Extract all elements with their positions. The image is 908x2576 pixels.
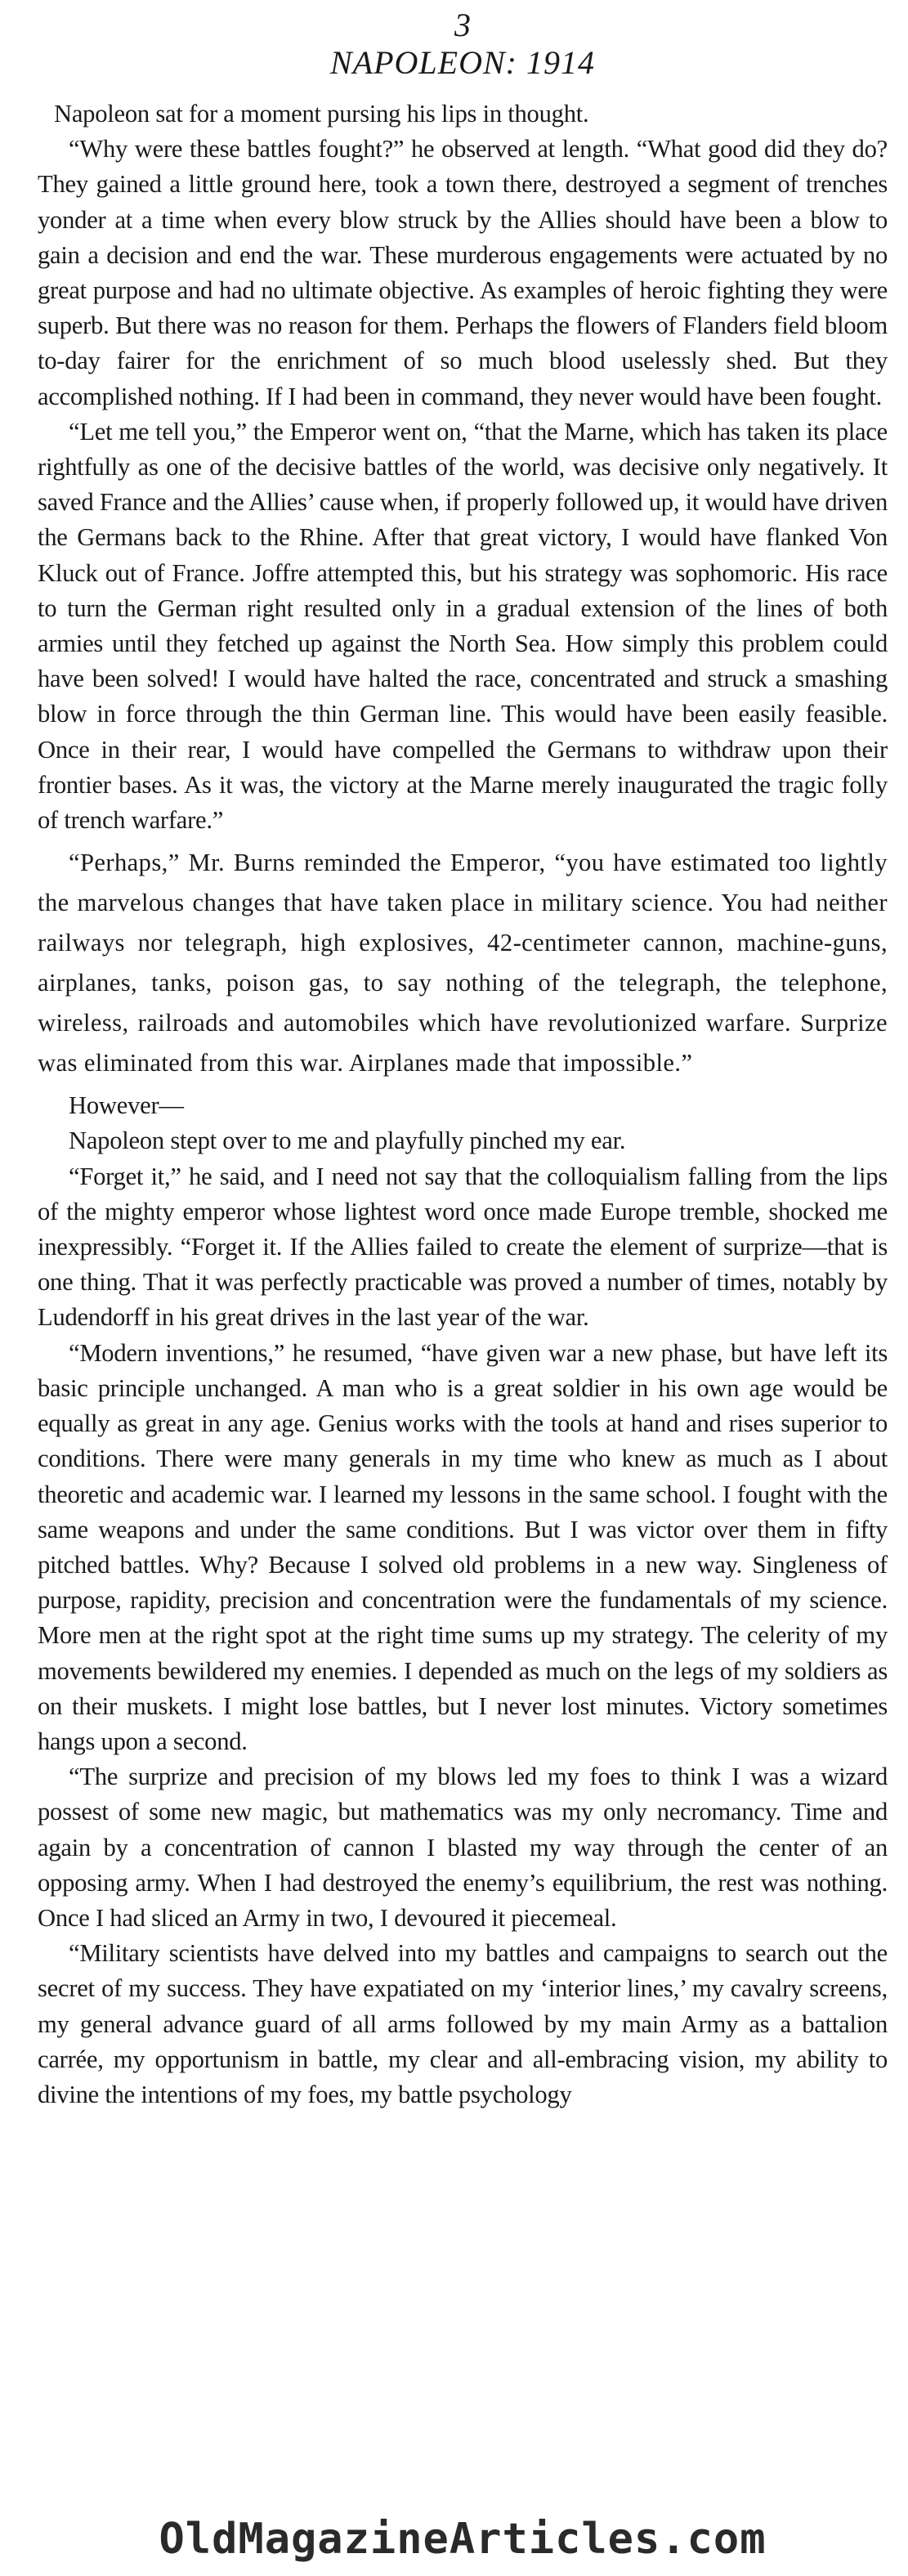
paragraph: Napoleon stept over to me and playfully pinched my ear.: [69, 1127, 626, 1155]
article-page: [38, 0, 888, 2576]
paragraph: “The surprize and precision of my blows led my foes to think I was a wizard possest of some new magic, but mathematics was my only necromancy. Time and again by a concentration of cannon I blasted my way through the center of an opposing army. When I had destroyed the enemy’s equilibrium, the rest was nothing. Once I had sliced an Army in two, I devoured it piecemeal.: [38, 1763, 888, 1932]
paragraph: “Military scientists have delved into my battles and campaigns to search out the secret of my success. They have expatiated on my ‘interior lines,’ my cavalry screens, my general advance guard of all arms followed by my main Army as a battalion carrée, my opportunism in battle, my clear and all-embracing vision, my ability to divine the intentions of my foes, my battle psychology: [38, 1939, 888, 2108]
paragraph: However—: [69, 1091, 184, 1120]
paragraph: “Why were these battles fought?” he observed at length. “What good did they do? They gained a little ground here, took a town there, destroyed a segment of trenches yonder at a time when every blow struck by the Allies should have been a blow to gain a decision and end the war. These murderous engagements were actuated by no great purpose and had no ultimate objective. As examples of heroic fighting they were superb. But there was no reason for them. Perhaps the flowers of Flanders field bloom to-day fairer for the enrichment of so much blood uselessly shed. But they accomplished nothing. If I had been in command, they never would have been fought.: [38, 135, 888, 410]
article-title: NAPOLEON: 1914: [330, 44, 595, 81]
paragraph: “Modern inventions,” he resumed, “have given war a new phase, but have left its basic principle unchanged. A man who is a great soldier in his own age would be equally as great in any age. Genius works with the tools at hand and rises superior to conditions. There were many generals in my time who knew as much as I about theoretic and academic war. I learned my lessons in the same school. I fought with the same weapons and under the same conditions. But I was victor over them in fifty pitched battles. Why? Because I solved old problems in a new way. Singleness of purpose, rapidity, precision and concentration were the fundamentals of my science. More men at the right spot at the right time sums up my strategy. The celerity of my movements bewildered my enemies. I depended as much on the legs of my soldiers as on their muskets. I might lose battles, but I never lost minutes. Victory sometimes hangs upon a second.: [38, 1338, 888, 1755]
paragraph: “Perhaps,” Mr. Burns reminded the Emperor, “you have estimated too lightly the marvelous changes that have taken place in military science. You had neither railways nor telegraph, high explosives, 42-centimeter cannon, machine-guns, airplanes, tanks, poison gas, to say nothing of the telegraph, the telephone, wireless, railroads and automobiles which have revolutionized warfare. Surprize was eliminated from this war. Airplanes made that impossible.”: [38, 849, 888, 1077]
paragraph: Napoleon sat for a moment pursing his lips in thought.: [54, 100, 589, 128]
article-body: [38, 96, 888, 2112]
page-number: 3: [454, 7, 471, 43]
paragraph: “Let me tell you,” the Emperor went on, “that the Marne, which has taken its place rightfully as one of the decisive battles of the world, was decisive only negatively. It saved France and the Allies’ cause when, if properly followed up, it would have driven the Germans back to the Rhine. After that great victory, I would have flanked Von Kluck out of France. Joffre attempted this, but his strategy was sophomoric. His race to turn the German right resulted only in a gradual extension of the lines of both armies until they fetched up against the North Sea. How simply this problem could have been solved! I would have halted the race, concentrated and struck a smashing blow in force through the thin German line. This would have been easily feasible. Once in their rear, I would have compelled the Germans to withdraw upon their frontier bases. As it was, the victory at the Marne merely inaugurated the tragic folly of trench warfare.”: [38, 417, 888, 835]
site-watermark: OldMagazineArticles.com: [159, 2515, 767, 2564]
paragraph: “Forget it,” he said, and I need not say that the colloquialism falling from the lips of the mighty emperor whose lightest word once made Europe tremble, shocked me inexpressibly. “Forget it. If the Allies failed to create the element of surprize—that is one thing. That it was perfectly practicable was proved a number of times, notably by Ludendorff in his great drives in the last year of the war.: [38, 1162, 888, 1332]
